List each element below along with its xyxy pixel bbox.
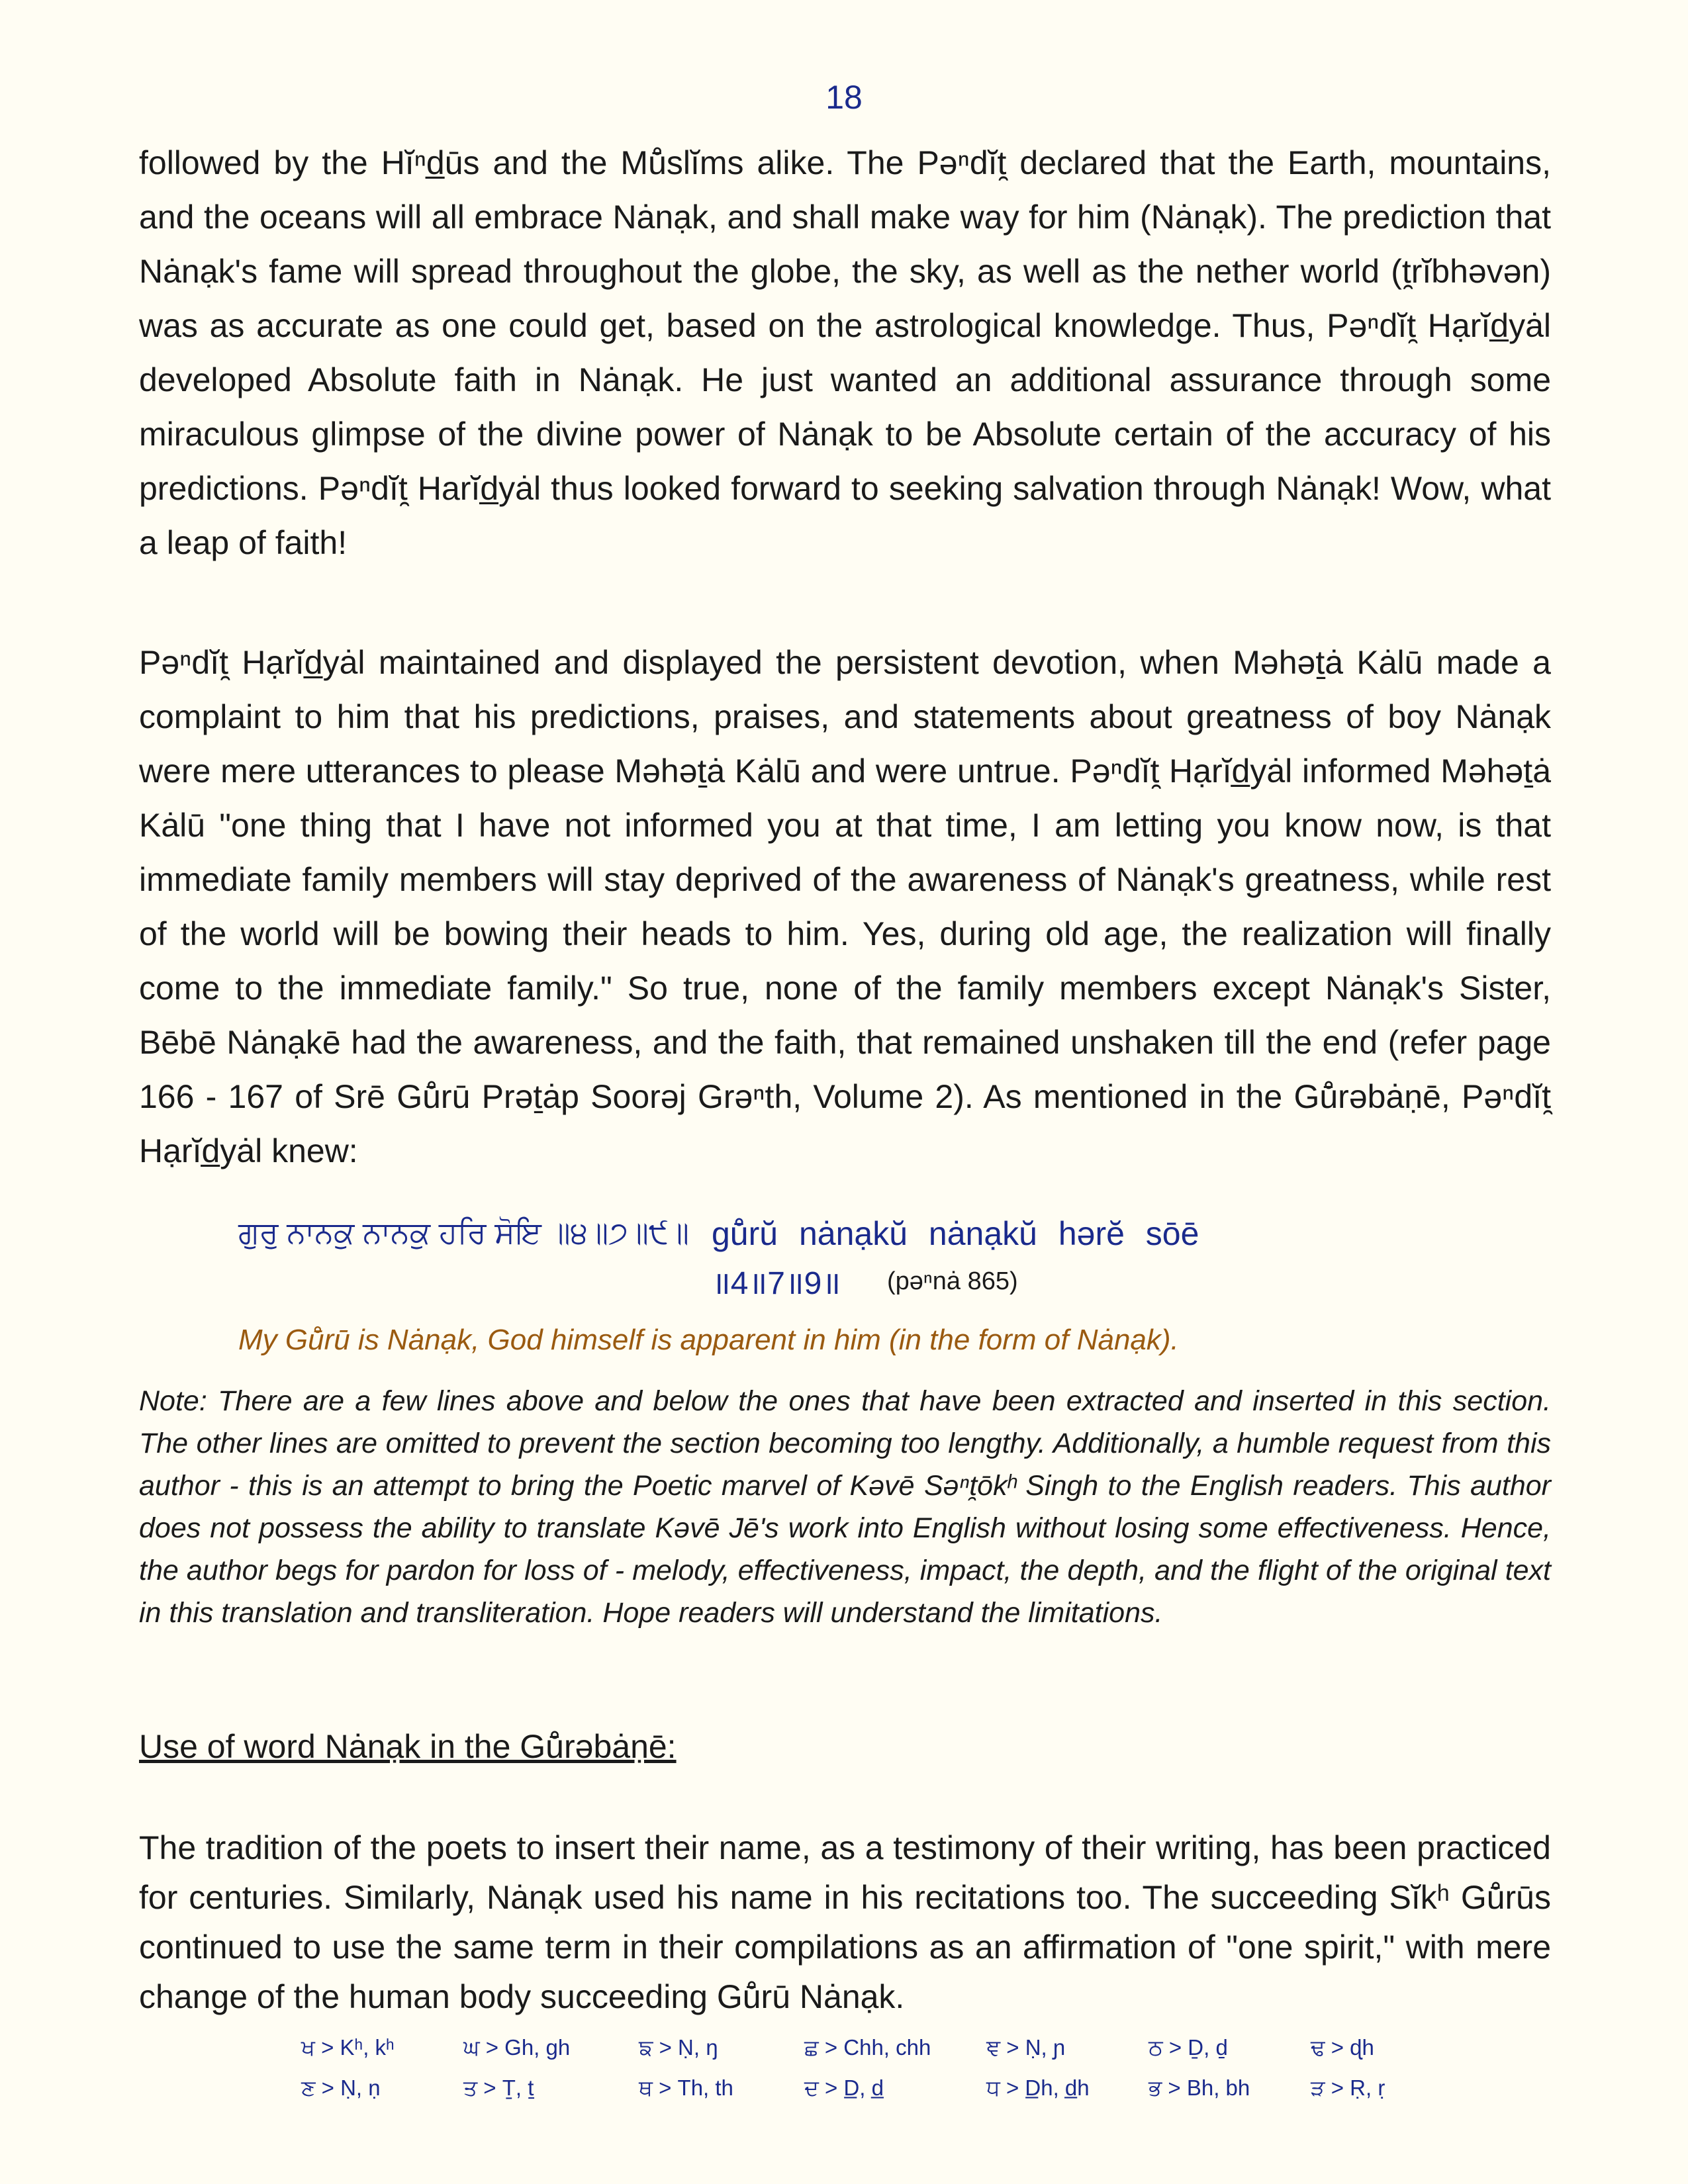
key-entry: ਤ > Ṯ, ṯ [463,2075,534,2100]
page-number: 18 [825,79,863,116]
paragraph-2 [139,635,1551,1178]
key-entry: ਘ > Gh, gh [463,2035,571,2060]
pronunciation-key [301,2035,1410,2101]
paragraph-text: Pəⁿdĭt̯ Hạrĭd̲yȧl maintained and displayed the persistent devotion, when Məhəṯȧ Kȧlū made a complaint to him that his predictions, praises, and statements about greatness of boy Nȧnạk were mere utterances to please Məhəṯȧ Kȧlū and were untrue. Pəⁿdĭt̯ Hạrĭd̲yȧl informed Məhəṯȧ Kȧlū "one thing that I have not informed you at that time, I am letting you know now, is that immediate family members will stay deprived of the awareness of Nȧnạk's greatness, while rest of the world will be bowing their heads to him. Yes, during old age, the realization will finally come to the immediate family." So true, none of the family members except Nȧnạk's Sister, Bēbē Nȧnạkē had the awareness, and the faith, that remained unshaken till the end (refer page 166 - 167 of Srē Gů̄rū Prəṯȧp Soorəj Grəⁿth, Volume 2). As mentioned in the Gů̄rəbȧṇē, Pəⁿdĭt̯ Hạrĭd̲yȧl knew: [139,644,1551,1169]
author-note: Note: There are a few lines above and below the ones that have been extracted and inserted in this section. The other lines are omitted to prevent the section becoming too lengthy. Additionally, a humble request from this author - this is an attempt to bring the Poetic marvel of Kəvē Səⁿt̯ōkʰ Singh to the English readers. This author does not possess the ability to translate Kəvē Jē's work into English without losing some effectiveness. Hence, the author begs for pardon for loss of - melody, effectiveness, impact, the depth, and the flight of the original text in this translation and transliteration. Hope readers will understand the limitations. [139,1385,1551,1629]
key-entry: ਙ > Ṇ, ŋ [639,2035,718,2060]
transliteration: gů̄rŭ nȧnạkŭ nȧnạkŭ hərĕ sōē [712,1215,1199,1252]
paragraph-1 [139,136,1551,570]
key-entry: ਥ > Th, th [639,2075,733,2100]
paragraph-text: The tradition of the poets to insert their name, as a testimony of their writing, has been practiced for centuries. Similarly, Nȧnạk used his name in his recitations too. The succeeding Sĭkʰ Gů̄rūs continued to use the same term in their compilations as an affirmation of "one spirit," with mere change of the human body succeeding Gů̄rū Nȧnạk. [139,1829,1551,2015]
paragraph-3 [139,1823,1551,2022]
key-entry: ਞ > Ṇ, ɲ [986,2035,1066,2060]
key-entry: ਦ > D̲, d̲ [804,2075,884,2100]
key-entry: ਢ > ɖh [1311,2035,1374,2060]
key-entry: ੜ > Ṛ, ṛ [1311,2075,1385,2100]
page-reference: (pəⁿnȧ 865) [887,1267,1018,1295]
paragraph-text: followed by the Hĭⁿd̲ūs and the Mů̄slĭms alike. The Pəⁿdĭt̯ declared that the Earth, mountains, and the oceans will all embrace Nȧnạk, and shall make way for him (Nȧnạk). The prediction that Nȧnạk's fame will spread throughout the globe, the sky, as well as the nether world (t̯rĭbhəvən) was as accurate as one could get, based on the astrological knowledge. Thus, Pəⁿdĭt̯ Hạrĭd̲yȧl developed Absolute faith in Nȧnạk. He just wanted an additional assurance through some miraculous glimpse of the divine power of Nȧnạk to be Absolute certain of the accuracy of his predictions. Pəⁿdĭt̯ Harĭd̲yȧl thus looked forward to seeking salvation through Nȧnạk! Wow, what a leap of faith! [139,144,1551,561]
section-heading: Use of word Nȧnạk in the Gů̄rəbȧṇē: [139,1728,677,1765]
key-entry: ਛ > Chh, chh [804,2035,931,2060]
key-entry: ਭ > Bh, bh [1149,2075,1250,2100]
key-entry: ਠ > Ḏ, ḏ [1149,2035,1228,2060]
key-entry: ਧ > D̲h, d̲h [986,2075,1090,2100]
gurmukhi-verse: ਗੁਰੁ ਨਾਨਕੁ ਨਾਨਕੁ ਹਰਿ ਸੋਇ ॥੪॥੭॥੯॥ [238,1215,689,1250]
scripture-quote [238,1214,1496,1308]
verse-translation: My Gů̄rū is Nȧnạk, God himself is apparent in him (in the form of Nȧnạk). [238,1324,1179,1356]
key-entry: ਖ > Kʰ, kʰ [301,2035,395,2060]
key-entry: ਣ > Ṇ, ṇ [301,2075,381,2100]
verse-number: ॥4॥7॥9॥ [712,1266,841,1301]
